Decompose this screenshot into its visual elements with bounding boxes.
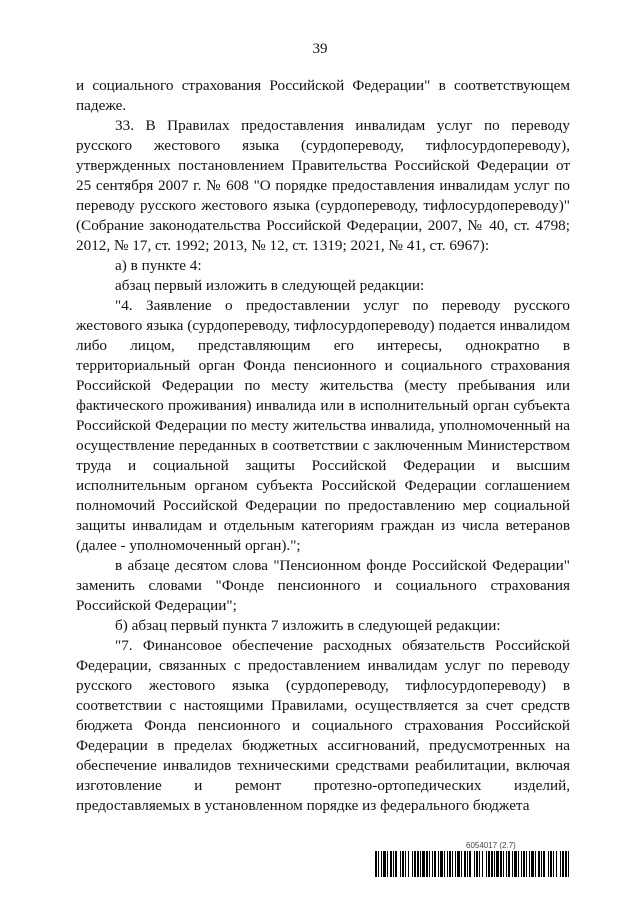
barcode-bar [523,851,525,877]
barcode-bar [378,851,379,877]
barcode-bar [457,851,460,877]
barcode-bar [553,851,554,877]
barcode-bar [548,851,549,877]
barcode-bar [387,851,388,877]
barcode-bar [408,851,409,877]
barcode-bar [526,851,527,877]
barcode-bar [512,851,513,877]
barcode-bar [434,851,436,877]
document-body [76,76,570,816]
paragraph-instruction: абзац первый изложить в следующей редакции: [115,277,425,294]
barcode-bar [521,851,522,877]
barcode-bar [381,851,382,877]
barcode-bar [402,851,404,877]
barcode-bar [393,851,394,877]
page-number: 39 [312,41,328,57]
barcode-bar [531,851,534,877]
barcode-bar [412,851,413,877]
paragraph-quote-item-7: "7. Финансовое обеспечение расходных обязательств Российской Федерации, связанных с предоставлением инвалидам услуг по переводу русского жестового языка (сурдопереводу, тифлосурдопереводу) в соответствии с настоящими Правилами, осуществляется за счет средств бюджета Фонда пенсионного и социального страхования Российской Федерации в пределах бюджетных ассигнований, предусмотренных на обеспечение инвалидов техническими средствами реабилитации, включая изготовление и ремонт протезно-ортопедических изделий, предоставляемых в установленном порядке из федерального бюджета [76,637,570,814]
paragraph-replacement: в абзаце десятом слова "Пенсионном фонде Российской Федерации" заменить словами "Фонде пенсионного и социального страхования Российской Федерации"; [76,557,570,614]
barcode-bar [405,851,406,877]
paragraph-subitem-a: а) в пункте 4: [115,257,202,274]
barcode-bar [541,851,542,877]
barcode-bar [538,851,540,877]
barcode-bar [469,851,471,877]
barcode-bar [426,851,428,877]
barcode-bar [488,851,490,877]
barcode-bar [447,851,448,877]
barcode-bar [429,851,430,877]
paragraph-continuation: и социального страхования Российской Федерации" в соответствующем падеже. [76,77,570,114]
barcode-bar [543,851,545,877]
barcode-bar [494,851,495,877]
barcode-bar [467,851,468,877]
barcode-bar [414,851,416,877]
barcode-bar [420,851,421,877]
barcode-bar [560,851,561,877]
barcode-icon [375,851,570,877]
paragraph-quote-item-4: "4. Заявление о предоставлении услуг по переводу русского жестового языка (сурдопереводу, тифлосурдопереводу) подается инвалидом либо лицом, представляющим его интересы, однократно в территориальный орган Фонда пенсионного и социального страхования Российской Федерации по месту жительства (месту пребывания или фактического проживания) инвалида или в исполнительный орган субъекта Российской Федерации по месту жительства инвалида, уполномоченный на осуществление переданных в соответствии с заключенным Министерством труда и социальной защиты Российской Федерации и высшим исполнительным органом субъекта Российской Федерации соглашением полномочий Российской Федерации по предоставлению мер социальной защиты инвалидам и отдельным категориям граждан из числа ветеранов (далее - уполномоченный орган)."; [76,297,570,554]
barcode-bar [400,851,401,877]
barcode-bar [514,851,517,877]
barcode-bar [486,851,487,877]
barcode-bar [375,851,377,877]
barcode-bar [518,851,519,877]
barcode-bar [449,851,451,877]
barcode-bar [455,851,456,877]
barcode-bar [562,851,564,877]
barcode-bar [464,851,466,877]
barcode-bar [461,851,462,877]
barcode-bar [390,851,392,877]
barcode-bar [438,851,439,877]
barcode-bar [556,851,557,877]
barcode-bar [395,851,397,877]
barcode-bar [506,851,507,877]
barcode-bar [482,851,483,877]
barcode-bar [474,851,475,877]
paragraph-item-33: 33. В Правилах предоставления инвалидам услуг по переводу русского жестового языка (сурдопереводу, тифлосурдопереводу), утвержденных постановлением Правительства Российской Федерации от 25 сентября 2007 г. № 608 "О порядке предоставления инвалидам услуг по переводу русского жестового языка (сурдопереводу, тифлосурдопереводу)" (Собрание законодательства Российской Федерации, 2007, № 40, ст. 4798; 2012, № 17, ст. 1992; 2013, № 12, ст. 1319; 2021, № 41, ст. 6967): [76,117,570,254]
barcode-bar [491,851,493,877]
barcode-bar [417,851,419,877]
barcode-bar [535,851,536,877]
barcode-bar [565,851,567,877]
barcode-bar [444,851,445,877]
barcode-bar [432,851,433,877]
paragraph-subitem-b: б) абзац первый пункта 7 изложить в следующей редакции: [115,617,501,634]
barcode-bar [496,851,499,877]
barcode-bar [568,851,569,877]
barcode-bar [503,851,504,877]
barcode-bar [422,851,425,877]
barcode-bar [479,851,480,877]
barcode-bar [440,851,443,877]
barcode-bar [383,851,386,877]
barcode-bar [508,851,510,877]
barcode-bar [529,851,530,877]
barcode-bar [476,851,478,877]
barcode-bar [550,851,552,877]
barcode-bar [500,851,502,877]
barcode-bar [452,851,453,877]
document-code: 6054017 (2.7) [466,841,516,850]
